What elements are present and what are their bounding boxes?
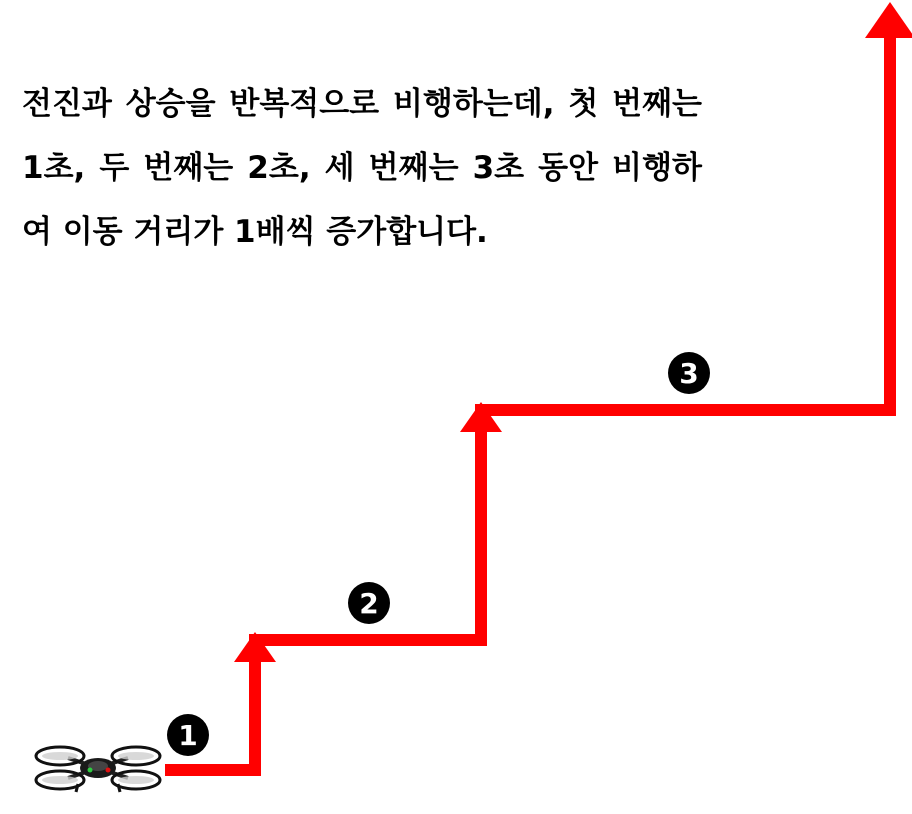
step-badge-2 xyxy=(348,582,390,624)
flight-path xyxy=(165,2,912,770)
step-badge-3-label: 3 xyxy=(679,357,699,390)
step-badge-1-label: 1 xyxy=(178,719,198,752)
drone-icon xyxy=(36,747,160,792)
description-text: 전진과 상승을 반복적으로 비행하는데, 첫 번째는 1초, 두 번째는 2초, 세 번째는 3초 동안 비행하여 이동 거리가 1배씩 증가합니다. xyxy=(22,86,702,250)
flight-path-line xyxy=(165,28,890,770)
step-badge-2-label: 2 xyxy=(359,587,379,620)
step-badge-3 xyxy=(668,352,710,394)
arrow-head-3 xyxy=(865,2,912,38)
step-badge-1 xyxy=(167,714,209,756)
